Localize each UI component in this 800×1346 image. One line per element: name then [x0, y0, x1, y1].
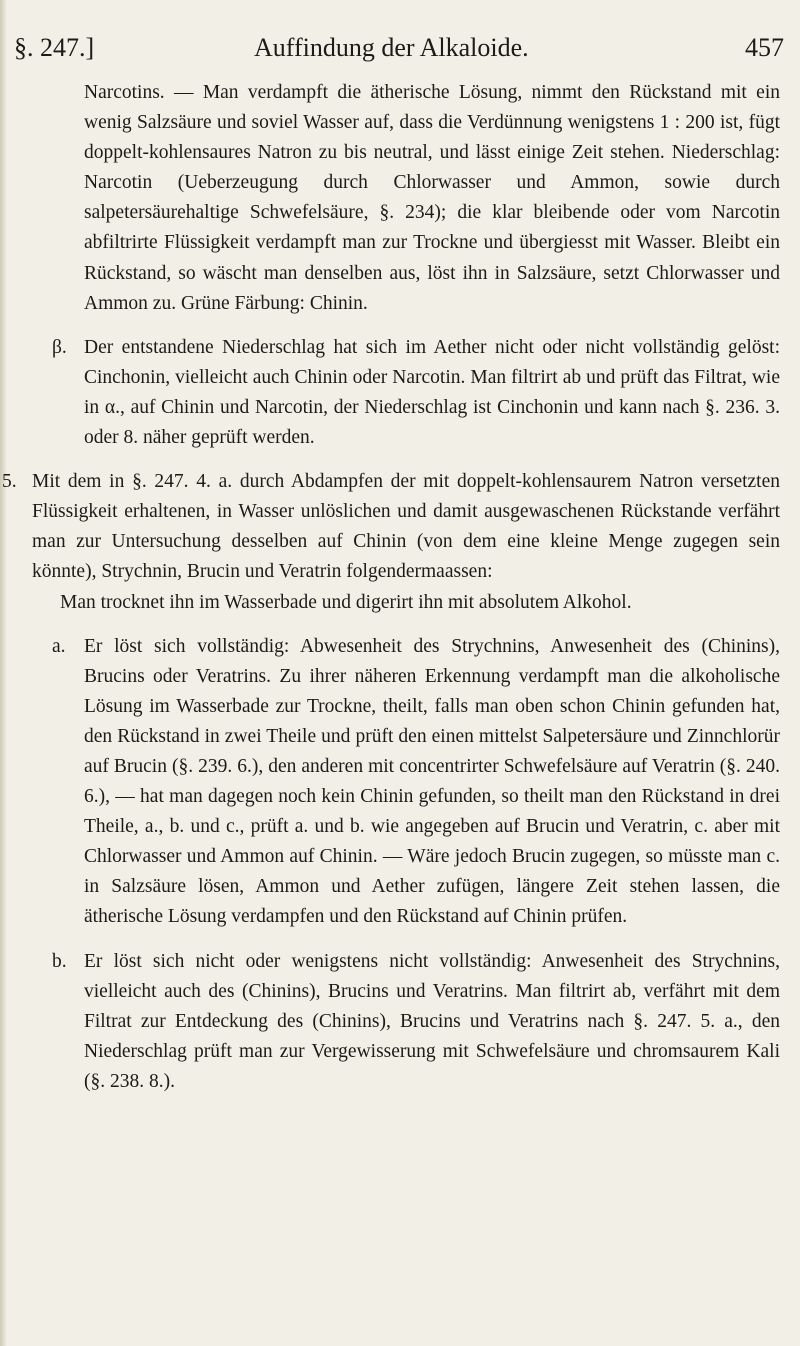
- running-title: Auffindung der Alkaloide.: [254, 33, 529, 62]
- paragraph-item-5: Mit dem in §. 247. 4. a. durch Abdampfen der mit doppelt-kohlensaurem Natron versetzten Flüssigkeit erhaltenen, in Wasser unlöslichen und damit ausgewaschenen Rückstande verfährt man zur Untersuchung desselben auf Chinin (von dem eine kleine Menge zugegen sein könnte), Strychnin, Brucin und Veratrin folgendermaassen:: [32, 471, 780, 583]
- page-edge: [0, 0, 6, 1346]
- running-header: [14, 28, 784, 68]
- label-beta: β.: [52, 336, 67, 358]
- item-5: [2, 467, 780, 617]
- paragraph-item-5-cont: Man trocknet ihn im Wasserbade und digerirt ihn mit absolutem Alkohol.: [60, 591, 632, 613]
- section-reference: §. 247.]: [14, 33, 95, 62]
- label-a: a.: [52, 635, 66, 657]
- label-item-5: 5.: [2, 471, 17, 493]
- label-b: b.: [52, 950, 67, 972]
- paragraph-beta: Der entstandene Niederschlag hat sich im Aether nicht oder nicht vollständig gelöst: Cinchonin, vielleicht auch Chinin oder Narcotin. Man filtrirt ab und prüft das Filtrat, wie in α., auf Chinin und Narcotin, der Niederschlag ist Cinchonin und kann nach §. 236. 3. oder 8. näher geprüft werden.: [84, 336, 780, 449]
- paragraph-narcotin: Narcotins. — Man verdampft die ätherische Lösung, nimmt den Rückstand mit ein wenig Salzsäure und soviel Wasser auf, dass die Verdünnung wenigstens 1 : 200 ist, fügt doppelt-kohlensaures Natron zu bis neutral, und lässt einige Zeit stehen. Niederschlag: Narcotin (Ueberzeugung durch Chlorwasser und Ammon, sowie durch salpetersäurehaltige Schwefelsäure, §. 234); die klar bleibende oder vom Narcotin abfiltrirte Flüssigkeit verdampft man zur Trockne und übergiesst mit Wasser. Bleibt ein Rückstand, so wäscht man denselben aus, löst ihn in Salzsäure, setzt Chlorwasser und Ammon zu. Grüne Färbung: Chinin.: [84, 82, 780, 314]
- subsection-beta: [52, 333, 780, 453]
- page-body: [2, 78, 780, 1097]
- paragraph-a: Er löst sich vollständig: Abwesenheit des Strychnins, Anwesenheit des (Chinins), Brucins oder Veratrins. Zu ihrer näheren Erkennung verdampft man die alkoholische Lösung im Wasserbade zur Trockne, theilt, falls man oben schon Chinin gefunden hat, den Rückstand in zwei Theile und prüft den einen mittelst Salpetersäure und Zinnchlorür auf Brucin (§. 239. 6.), den anderen mit concentrirter Schwefelsäure auf Veratrin (§. 240. 6.), — hat man dagegen noch kein Chinin gefunden, so theilt man den Rückstand in drei Theile, a., b. und c., prüft a. und b. wie angegeben auf Brucin und Veratrin, c. aber mit Chlorwasser und Ammon auf Chinin. — Wäre jedoch Brucin zugegen, so müsste man c. in Salzsäure lösen, Ammon und Aether zufügen, längere Zeit stehen lassen, die ätherische Lösung verdampfen und den Rückstand auf Chinin prüfen.: [84, 635, 780, 928]
- subsection-b: [52, 947, 780, 1097]
- paragraph-b: Er löst sich nicht oder wenigstens nicht vollständig: Anwesenheit des Strychnins, vielleicht auch des (Chinins), Brucins und Veratrins. Man filtrirt ab, verfährt mit dem Filtrat zur Entdeckung des (Chinins), Brucins und Veratrins nach §. 247. 5. a., den Niederschlag prüft man zur Vergewisserung mit Schwefelsäure und chromsaurem Kali (§. 238. 8.).: [84, 950, 780, 1092]
- page-number: 457: [745, 33, 784, 62]
- subsection-a: [52, 632, 780, 933]
